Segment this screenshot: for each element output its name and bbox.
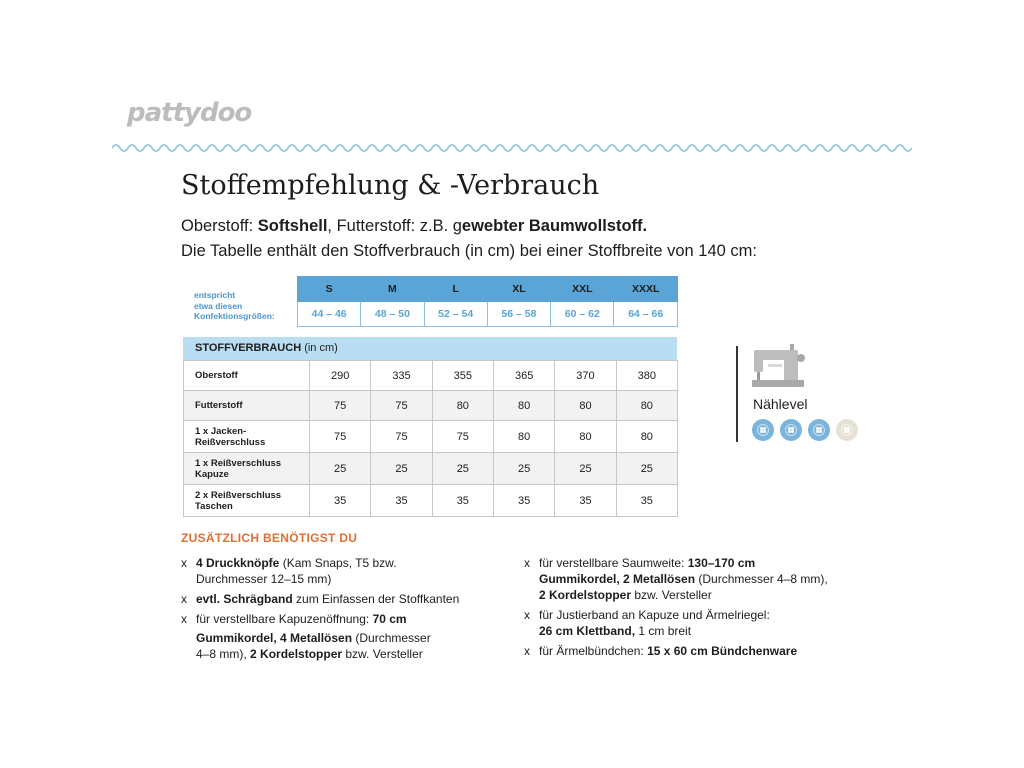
list-item: x für Justierband an Kapuze und Ärmelriegel: 26 cm Klettband, 1 cm breit <box>524 608 770 638</box>
table-cell: 75 <box>432 421 493 453</box>
size-label: XL <box>487 277 550 302</box>
table-cell: 25 <box>310 453 371 485</box>
button-icon <box>752 419 774 441</box>
table-cell: 25 <box>432 453 493 485</box>
table-row <box>184 361 678 391</box>
size-range: 60 – 62 <box>551 302 614 327</box>
table-cell: 80 <box>555 391 616 421</box>
sewing-level-divider <box>736 346 738 442</box>
table-cell: 80 <box>493 421 554 453</box>
table-cell: 35 <box>616 485 677 517</box>
table-cell: 75 <box>310 391 371 421</box>
row-label: 1 x Reißverschluss Kapuze <box>184 453 310 485</box>
table-cell: 80 <box>432 391 493 421</box>
table-row <box>184 453 678 485</box>
table-cell: 335 <box>371 361 432 391</box>
table-cell: 35 <box>371 485 432 517</box>
table-cell: 35 <box>493 485 554 517</box>
consumption-table <box>183 360 678 517</box>
table-cell: 370 <box>555 361 616 391</box>
extras-heading: ZUSÄTZLICH BENÖTIGST DU <box>181 531 358 545</box>
table-cell: 35 <box>555 485 616 517</box>
size-table <box>297 276 678 327</box>
table-description: Die Tabelle enthält den Stoffverbrauch (in cm) bei einer Stoffbreite von 140 cm: <box>181 242 757 260</box>
size-range-row <box>298 302 678 327</box>
sewing-machine-icon <box>752 344 806 390</box>
table-cell: 75 <box>371 421 432 453</box>
table-cell: 80 <box>616 391 677 421</box>
row-label: Futterstoff <box>184 391 310 421</box>
table-cell: 75 <box>310 421 371 453</box>
size-note: entspricht etwa diesen Konfektionsgrößen: <box>194 290 275 321</box>
row-label: Oberstoff <box>184 361 310 391</box>
table-cell: 35 <box>432 485 493 517</box>
size-label: S <box>298 277 361 302</box>
button-icon <box>780 419 802 441</box>
size-range: 52 – 54 <box>424 302 487 327</box>
size-label: XXL <box>551 277 614 302</box>
list-item: x 4 Druckknöpfe (Kam Snaps, T5 bzw. Durchmesser 12–15 mm) <box>181 556 397 586</box>
table-cell: 25 <box>371 453 432 485</box>
button-icon <box>808 419 830 441</box>
table-cell: 80 <box>616 421 677 453</box>
size-label-row <box>298 277 678 302</box>
table-cell: 35 <box>310 485 371 517</box>
table-cell: 380 <box>616 361 677 391</box>
fabric-recommendation: Oberstoff: Softshell, Futterstoff: z.B. gewebter Baumwollstoff. <box>181 217 648 235</box>
consumption-heading: STOFFVERBRAUCH (in cm) <box>183 337 677 360</box>
size-range: 48 – 50 <box>361 302 424 327</box>
sewing-level-rating <box>752 419 858 441</box>
size-label: L <box>424 277 487 302</box>
table-row <box>184 421 678 453</box>
table-cell: 75 <box>371 391 432 421</box>
size-range: 64 – 66 <box>614 302 678 327</box>
list-item: x für verstellbare Saumweite: 130–170 cm Gummikordel, 2 Metallösen (Durchmesser 4–8 mm), 2 Kordelstopper bzw. Versteller <box>524 556 828 602</box>
wave-divider <box>112 140 912 156</box>
table-cell: 290 <box>310 361 371 391</box>
list-item: x für Ärmelbündchen: 15 x 60 cm Bündchenware <box>524 644 798 658</box>
table-row <box>184 391 678 421</box>
table-cell: 365 <box>493 361 554 391</box>
table-cell: 25 <box>493 453 554 485</box>
extras-list-right <box>524 555 904 663</box>
brand-logo: pattydoo <box>127 98 252 128</box>
table-row <box>184 485 678 517</box>
row-label: 1 x Jacken- Reißverschluss <box>184 421 310 453</box>
table-cell: 25 <box>555 453 616 485</box>
table-cell: 80 <box>555 421 616 453</box>
table-cell: 25 <box>616 453 677 485</box>
size-label: XXXL <box>614 277 678 302</box>
button-icon <box>836 419 858 441</box>
table-cell: 355 <box>432 361 493 391</box>
page-title: Stoffempfehlung & -Verbrauch <box>181 170 600 201</box>
sewing-level-label: Nählevel <box>753 396 808 412</box>
size-range: 44 – 46 <box>298 302 361 327</box>
size-range: 56 – 58 <box>487 302 550 327</box>
list-item: x für verstellbare Kapuzenöffnung: 70 cm Gummikordel, 4 Metallösen (Durchmesser 4–8 mm), 2 Kordelstopper bzw. Versteller <box>181 612 431 661</box>
table-cell: 80 <box>493 391 554 421</box>
list-item: x evtl. Schrägband zum Einfassen der Stoffkanten <box>181 592 460 606</box>
size-label: M <box>361 277 424 302</box>
row-label: 2 x Reißverschluss Taschen <box>184 485 310 517</box>
extras-list-left <box>181 555 521 666</box>
